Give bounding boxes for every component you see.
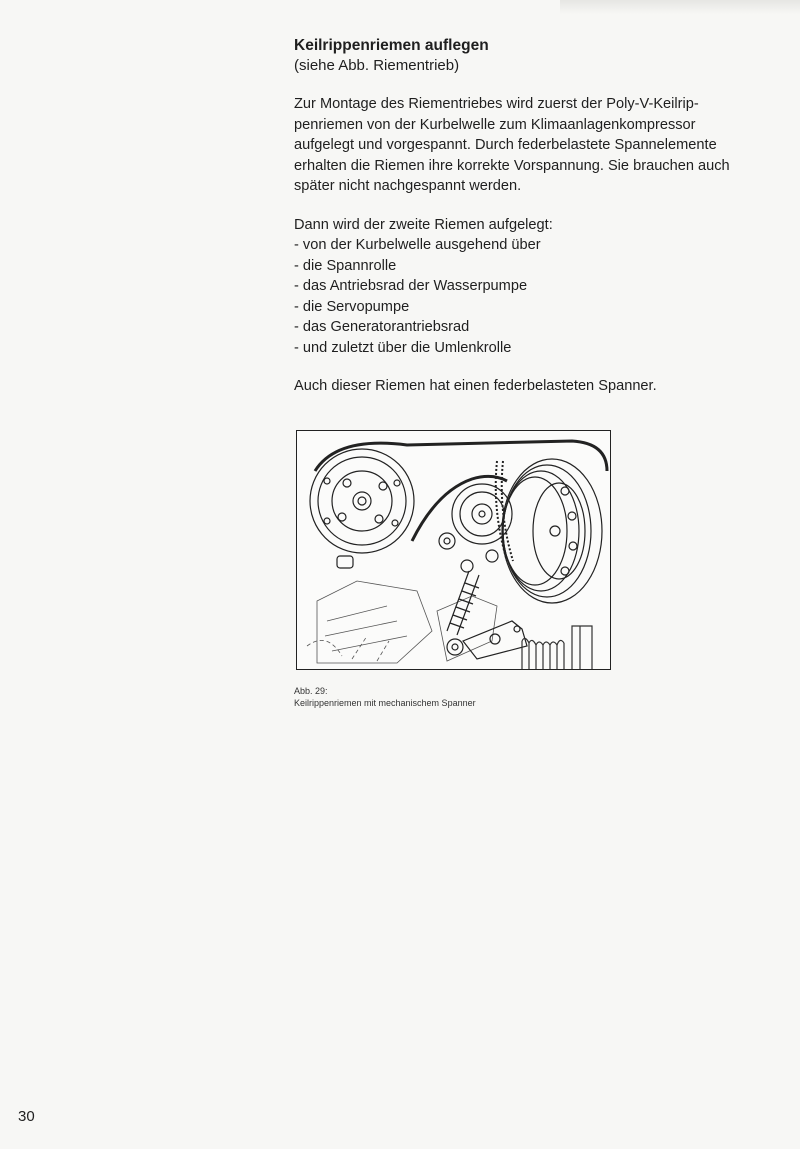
list-item: - das Generatorantriebsrad <box>294 319 470 335</box>
list-item: - die Spannrolle <box>294 257 397 274</box>
tensioner-bracket <box>463 621 527 659</box>
list-item: - das Antriebsrad der Wasserpumpe <box>294 278 528 294</box>
list-item: - und zuletzt über die Umlenkrolle <box>294 339 512 356</box>
paragraph-tensioner: Auch dieser Riemen hat einen federbelasteten Spanner. <box>294 378 657 394</box>
list-item: - die Servopumpe <box>294 298 410 315</box>
list-item: - von der Kurbelwelle ausgehend über <box>294 237 541 253</box>
figure-caption: Keilrippenriemen mit mechanischem Spanner <box>294 698 476 708</box>
page-number: 30 <box>18 1108 35 1125</box>
paragraph-belt-mounting: Zur Montage des Riementriebes wird zuerst der Poly-V-Keilrip- penriemen von der Kurbelwelle zum Klimaanlagenkompressor aufgelegt und vorgespannt. Durch federbelastete Spannelemente erhalten die Riemen ihre korrekte Vorspannung. Sie brauchen auch später nicht nachgespannt werden. <box>294 96 730 194</box>
belt-drive-illustration <box>296 430 611 670</box>
engine-ribs <box>522 626 592 669</box>
tensioner-spring <box>447 571 479 655</box>
belt-drive-drawing <box>297 431 610 669</box>
ac-compressor-pulley <box>310 449 414 568</box>
crankshaft-pulley <box>502 459 602 603</box>
belt-routing-steps <box>294 235 784 358</box>
section-subheading: (siehe Abb. Riementrieb) <box>294 57 460 74</box>
paragraph-second-belt-intro: Dann wird der zweite Riemen aufgelegt: <box>294 216 553 233</box>
figure-label: Abb. 29: <box>294 686 328 696</box>
main-content <box>294 36 784 397</box>
scan-page-edge <box>560 0 800 14</box>
section-heading: Keilrippenriemen auflegen <box>294 37 489 54</box>
poly-v-belt <box>315 441 607 541</box>
